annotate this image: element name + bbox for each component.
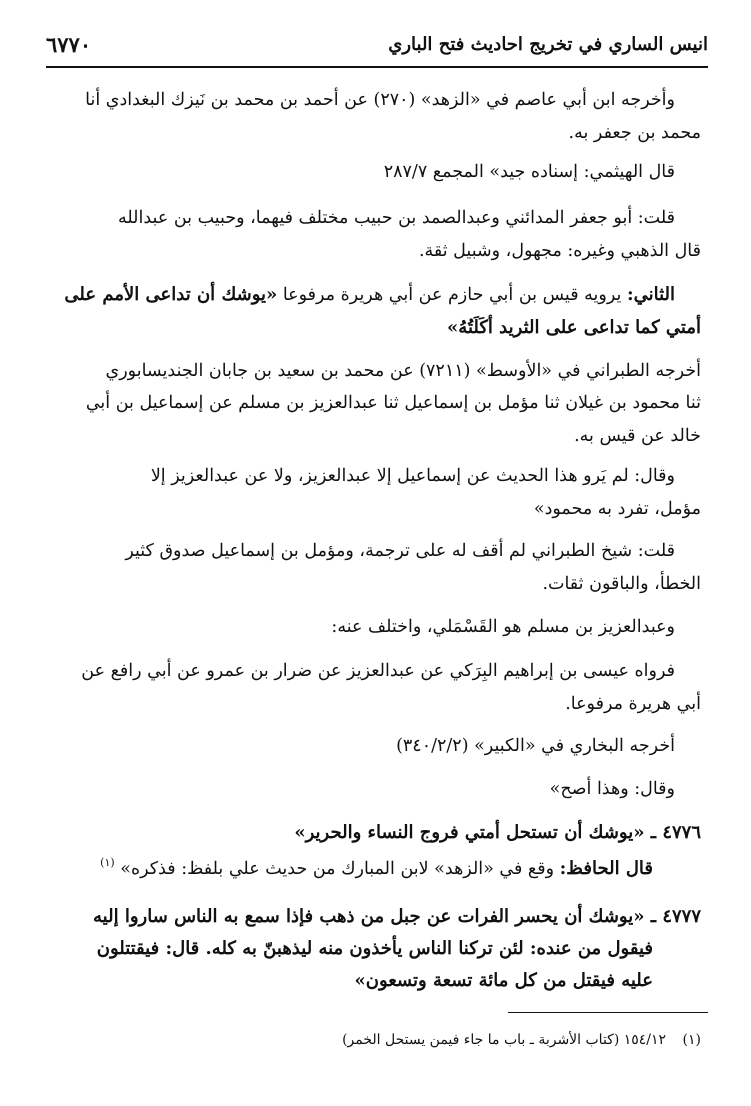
dash: ـ	[644, 822, 657, 843]
section-lead: الثاني:	[626, 284, 675, 305]
text-line: مؤمل، تفرد به محمود»	[533, 499, 701, 519]
text-line: وقال: لم يَرو هذا الحديث عن إسماعيل إلا عبدالعزيز، ولا عن عبدالعزيز إلا	[150, 466, 675, 486]
text-line: فرواه عيسى بن إبراهيم البِرَكي عن عبدالعزيز عن ضرار بن عمرو عن أبي رافع عن	[81, 661, 675, 681]
footnote-rule	[508, 1012, 708, 1013]
footnote	[342, 1032, 701, 1048]
footnote-number: (١)	[682, 1032, 701, 1048]
text-line: وقال: وهذا أصح»	[549, 779, 675, 799]
hadith-number: ٤٧٧٦	[662, 822, 701, 843]
hafiz-label: قال الحافظ:	[559, 858, 653, 879]
text-line: ثنا محمود بن غيلان ثنا مؤمل بن إسماعيل ثنا عبدالعزيز بن مسلم عن إسماعيل بن أبي	[85, 393, 701, 413]
text-line: محمد بن جعفر به.	[568, 123, 701, 143]
hadith-text: «يوشك أن تستحل أمتي فروج النساء والحرير»	[294, 822, 645, 843]
hadith-number: ٤٧٧٧	[662, 906, 701, 927]
text-line: خالد عن قيس به.	[574, 426, 701, 446]
text-line	[64, 284, 675, 306]
hadith-text: «يوشك أن تداعى الأمم على	[64, 284, 278, 305]
hadith-4777	[93, 906, 701, 928]
text-line: قال الذهبي وغيره: مجهول، وشبيل ثقة.	[418, 241, 701, 261]
text-line: الخطأ، والباقون ثقات.	[542, 574, 701, 594]
hadith-text: «يوشك أن يحسر الفرات عن جبل من ذهب فإذا سمع به الناس ساروا إليه	[93, 906, 645, 927]
hafiz-note	[100, 858, 653, 882]
dash: ـ	[644, 906, 657, 927]
text-line: أخرجه البخاري في «الكبير» (٣٤٠/٢/٢)	[396, 736, 675, 756]
hadith-text: فيقول من عنده: لئن تركنا الناس يأخذون منه ليذهبنّ به كله. قال: فيقتتلون	[96, 938, 653, 959]
hafiz-text: وقع في «الزهد» لابن المبارك من حديث علي بلفظ: فذكره»	[120, 859, 555, 879]
text-line: وعبدالعزيز بن مسلم هو القَسْمَلي، واختلف عنه:	[331, 617, 675, 637]
text-line: قلت: شيخ الطبراني لم أقف له على ترجمة، ومؤمل بن إسماعيل صدوق كثير	[125, 541, 675, 561]
text-line: أبي هريرة مرفوعا.	[565, 694, 701, 714]
text-line: وأخرجه ابن أبي عاصم في «الزهد» (٢٧٠) عن أحمد بن محمد بن نَيزك البغدادي أنا	[85, 90, 675, 110]
page-number: ٦٧٧٠	[46, 32, 92, 57]
hadith-text: أمتي كما تداعى على الثريد أكَلَتُهُ»	[447, 317, 701, 338]
text-line: قلت: أبو جعفر المدائني وعبدالصمد بن حبيب مختلف فيهما، وحبيب بن عبدالله	[117, 208, 675, 228]
footnote-ref: (١)	[100, 856, 115, 869]
text-run: يرويه قيس بن أبي حازم عن أبي هريرة مرفوعا	[282, 285, 622, 305]
header-rule	[46, 66, 708, 68]
text-line: أخرجه الطبراني في «الأوسط» (٧٢١١) عن محمد بن سعيد بن جابان الجنديسابوري	[105, 361, 701, 381]
hadith-4776	[294, 822, 701, 844]
running-header	[46, 34, 708, 58]
book-title: انيس الساري في تخريج احاديث فتح الباري	[388, 34, 708, 55]
hadith-text: عليه فيقتل من كل مائة تسعة وتسعون»	[354, 970, 653, 991]
text-line: قال الهيثمي: إسناده جيد» المجمع ٢٨٧/٧	[383, 162, 675, 182]
footnote-text: ١٥٤/١٢ (كتاب الأشربة ـ باب ما جاء فيمن يستحل الخمر)	[342, 1032, 667, 1048]
